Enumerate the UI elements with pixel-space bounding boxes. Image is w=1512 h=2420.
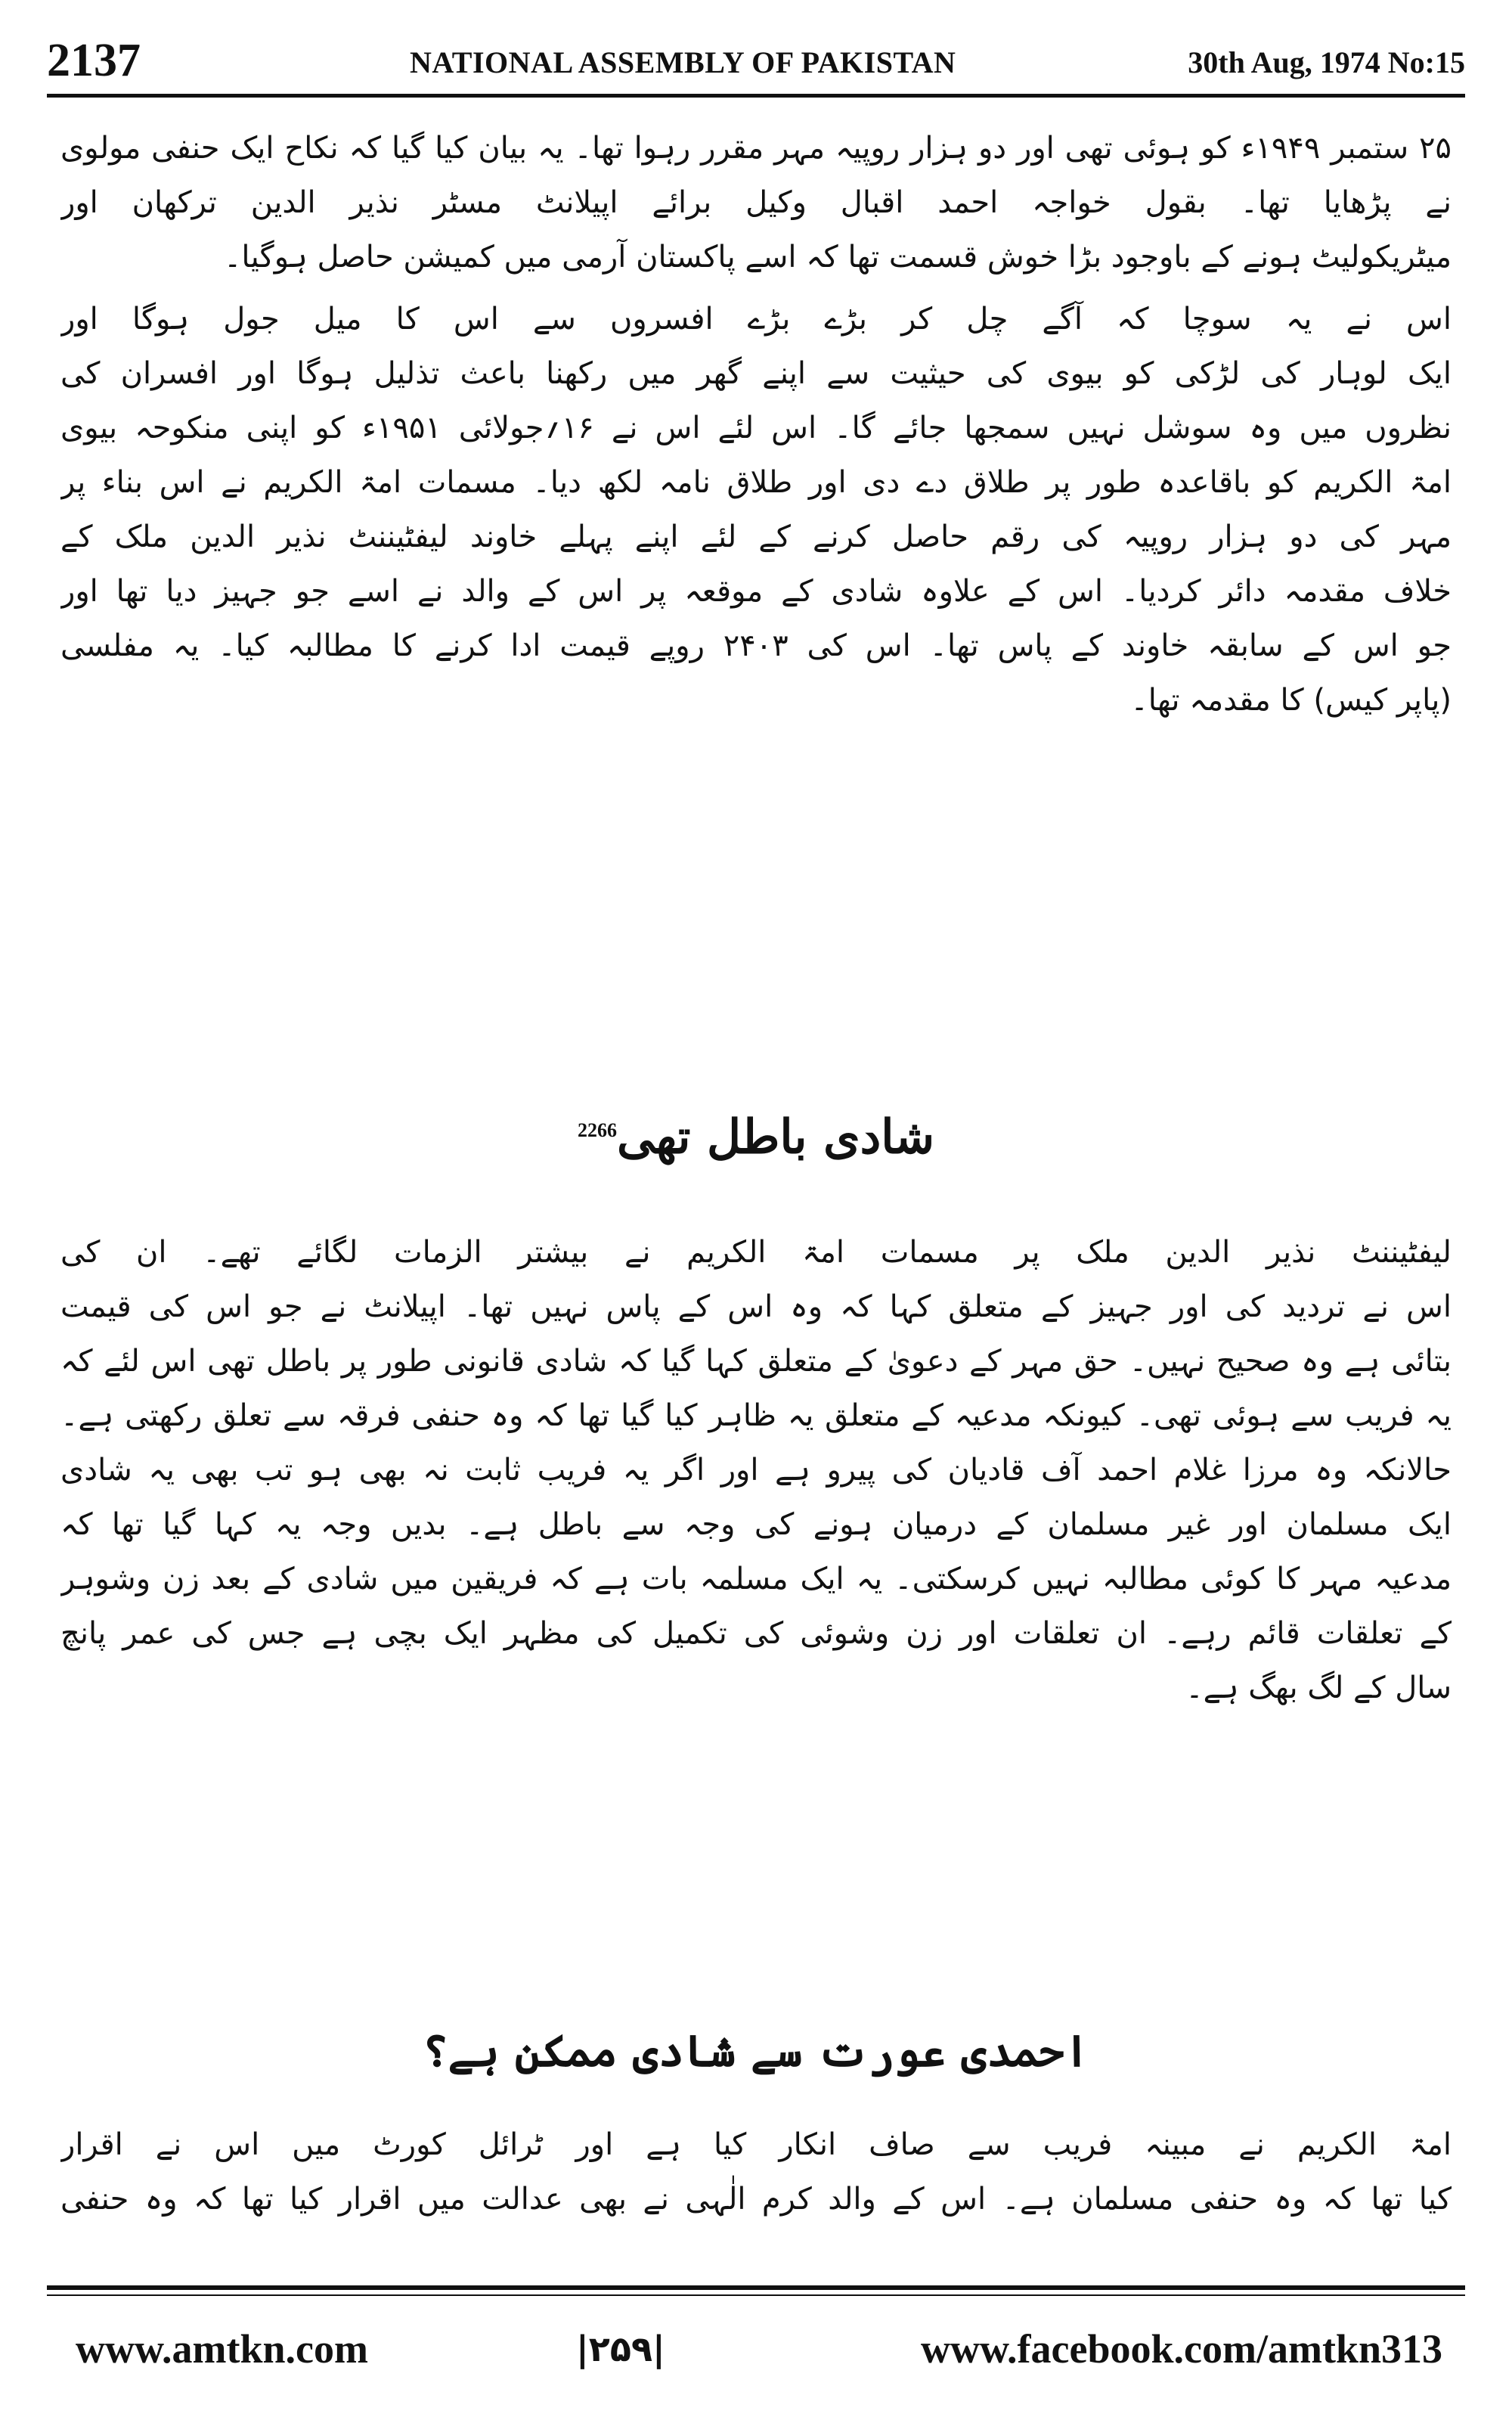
text-line: مہر کی دو ہزار روپیہ کی رقم حاصل کرنے کے لئے اپنے پہلے خاوند لیفٹیننٹ نذیر الدین ملک کے (60, 520, 1452, 554)
body-section-2 (60, 1225, 1452, 1715)
text-line: میٹریکولیٹ ہونے کے باوجود بڑا خوش قسمت تھا کہ اسے پاکستان آرمی میں کمیشن حاصل ہوگیا۔ (223, 240, 1452, 275)
text-line: ایک لوہار کی لڑکی کو بیوی کی حیثیت سے اپنے گھر میں رکھنا باعث تذلیل ہوگا اور افسران کی (60, 356, 1452, 391)
footer-divider (47, 2285, 1465, 2290)
page-footer (47, 2322, 1465, 2382)
text-line: سال کے لگ بھگ ہے۔ (1185, 1671, 1452, 1705)
section-heading (60, 2019, 1452, 2083)
text-line: یہ فریب سے ہوئی تھی۔ کیونکہ مدعیہ کے متعلق یہ ظاہر کیا گیا تھا کہ وہ حنفی فرقہ سے تعلق رکھتی ہے۔ (60, 1398, 1452, 1433)
header-divider (47, 94, 1465, 98)
text-line: اس نے تردید کی اور جہیز کے متعلق کہا کہ وہ اس کے پاس نہیں تھا۔ اپیلانٹ نے جو اس کی قیمت (60, 1289, 1452, 1324)
text-line: ۲۵ ستمبر ۱۹۴۹ء کو ہوئی تھی اور دو ہزار روپیہ مہر مقرر رہوا تھا۔ یہ بیان کیا گیا کہ نکاح ایک حنفی مولوی (60, 131, 1452, 166)
heading-text: احمدی عورت سے شادی ممکن ہے؟ (422, 2025, 1090, 2077)
text-line: ایک مسلمان اور غیر مسلمان کے درمیان ہونے کی وجہ سے باطل ہے۔ بدیں وجہ یہ کہا گیا تھا کہ (60, 1507, 1452, 1542)
website-link[interactable]: www.amtkn.com (76, 2326, 368, 2372)
paragraph-4 (60, 2118, 1452, 2226)
body-section-3 (60, 2118, 1452, 2226)
text-line: نے پڑھایا تھا۔ بقول خواجہ احمد اقبال وکیل برائے اپیلانٹ مسٹر نذیر الدین ترکھان اور (60, 185, 1452, 220)
body-section-1 (60, 121, 1452, 728)
text-line: (پاپر کیس) کا مقدمہ تھا۔ (1130, 683, 1452, 718)
text-line: خلاف مقدمہ دائر کردیا۔ اس کے علاوہ شادی کے موقعہ پر اس کے والد نے اسے جو جہیز دیا تھا اور (60, 574, 1452, 609)
text-line: لیفٹیننٹ نذیر الدین ملک پر مسمات امۃ الکریم نے بیشتر الزمات لگائے تھے۔ ان کی (60, 1235, 1452, 1270)
text-line: نظروں میں وہ سوشل نہیں سمجھا جائے گا۔ اس لئے اس نے ۱۶؍جولائی ۱۹۵۱ء کو اپنی منکوحہ بیوی (60, 411, 1452, 445)
paragraph-2 (60, 292, 1452, 728)
paragraph-3 (60, 1225, 1452, 1715)
running-title: NATIONAL ASSEMBLY OF PAKISTAN (410, 45, 956, 79)
text-line: حالانکہ وہ مرزا غلام احمد آف قادیان کی پیرو ہے اور اگر یہ فریب ثابت نہ بھی ہو تب بھی یہ شادی (60, 1453, 1452, 1488)
page-number: 2137 (47, 35, 141, 86)
footer-divider-thin (47, 2294, 1465, 2296)
heading-text: شادی باطل تھی (616, 1109, 935, 1165)
text-line: اس نے یہ سوچا کہ آگے چل کر بڑے بڑے افسروں سے اس کا میل جول ہوگا اور (60, 302, 1452, 337)
footer-page-number: |۲۵۹| (576, 2328, 665, 2369)
text-line: امۃ الکریم نے مبینہ فریب سے صاف انکار کیا ہے اور ٹرائل کورٹ میں اس نے اقرار (60, 2127, 1452, 2162)
text-line: جو اس کے سابقہ خاوند کے پاس تھا۔ اس کی ۲۴۰۳ روپے قیمت ادا کرنے کا مطالبہ کیا۔ یہ مفلسی (60, 628, 1452, 663)
text-line: کے تعلقات قائم رہے۔ ان تعلقات اور زن وشوئی کی تکمیل کی مظہر ایک بچی ہے جس کی عمر پانچ (60, 1616, 1452, 1651)
facebook-link[interactable]: www.facebook.com/amtkn313 (921, 2326, 1442, 2372)
date-reference: 30th Aug, 1974 No:15 (1188, 45, 1465, 79)
page-header (47, 36, 1465, 85)
section-heading (60, 1097, 1452, 1171)
text-line: بتائی ہے وہ صحیح نہیں۔ حق مہر کے دعویٰ کے متعلق کہا گیا کہ شادی قانونی طور پر باطل تھی اس لئے کہ (60, 1344, 1452, 1379)
text-line: مدعیہ مہر کا کوئی مطالبہ نہیں کرسکتی۔ یہ ایک مسلمہ بات ہے کہ فریقین میں شادی کے بعد زن وشوہر (60, 1562, 1452, 1596)
text-line: کیا تھا کہ وہ حنفی مسلمان ہے۔ اس کے والد کرم الٰہی نے بھی عدالت میں اقرار کیا تھا کہ وہ حنفی (60, 2182, 1452, 2217)
paragraph-1 (60, 121, 1452, 284)
text-line: امۃ الکریم کو باقاعدہ طور پر طلاق دے دی اور طلاق نامہ لکھ دیا۔ مسمات امۃ الکریم نے اس بناء پر (60, 465, 1452, 500)
footnote-reference: 2266 (577, 1119, 617, 1141)
